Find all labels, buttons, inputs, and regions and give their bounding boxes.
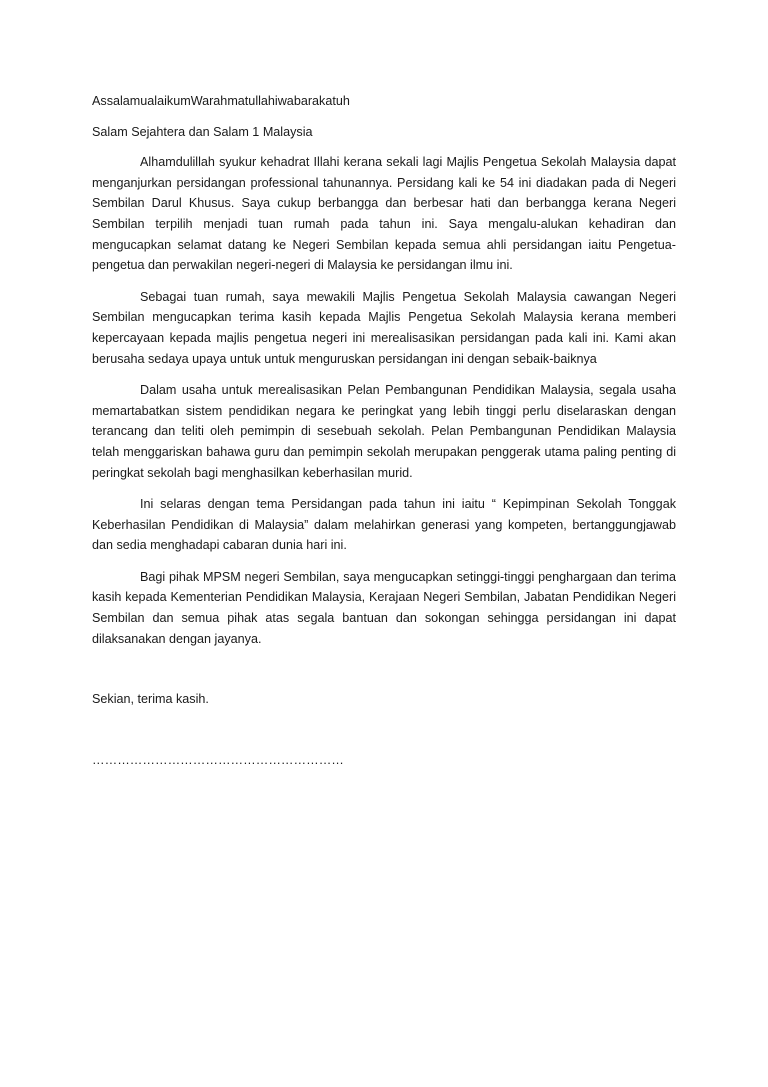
closing-line: Sekian, terima kasih.	[92, 692, 209, 707]
letter-body	[92, 91, 676, 770]
paragraph-1: Alhamdulillah syukur kehadrat Illahi kerana sekali lagi Majlis Pengetua Sekolah Malaysia dapat menganjurkan persidangan professional tahunannya. Persidang kali ke 54 ini diadakan pada di Negeri Sembilan Darul Khusus. Saya cukup berbangga dan berbesar hati dan berbangga kerana Negeri Sembilan terpilih menjadi tuan rumah pada tahun ini. Saya mengalu-alukan kehadiran dan mengucapkan selamat datang ke Negeri Sembilan kepada semua ahli persidangan iaitu Pengetua-pengetua dan perwakilan negeri-negeri di Malaysia ke persidangan ilmu ini.	[92, 155, 676, 273]
paragraph-4: Ini selaras dengan tema Persidangan pada tahun ini iaitu “ Kepimpinan Sekolah Tonggak Keberhasilan Pendidikan di Malaysia” dalam melahirkan generasi yang kompeten, bertanggungjawab dan sedia menghadapi cabaran dunia hari ini.	[92, 497, 676, 553]
paragraph-5: Bagi pihak MPSM negeri Sembilan, saya mengucapkan setinggi-tinggi penghargaan dan terima kasih kepada Kementerian Pendidikan Malaysia, Kerajaan Negeri Sembilan, Jabatan Pendidikan Negeri Sembilan dan semua pihak atas segala bantuan dan sokongan sehingga persidangan ini dapat dilaksanakan dengan jayanya.	[92, 569, 676, 646]
signature-line: ……………………………………………………	[92, 752, 344, 767]
paragraph-2: Sebagai tuan rumah, saya mewakili Majlis Pengetua Sekolah Malaysia cawangan Negeri Sembilan mengucapkan terima kasih kepada Majlis Pengetua Sekolah Malaysia kerana memberi kepercayaan kepada majlis pengetua negeri ini merealisasikan persidangan pada kali ini. Kami akan berusaha sedaya upaya untuk untuk menguruskan persidangan ini dengan sebaik-baiknya	[92, 289, 676, 366]
salam-line: Salam Sejahtera dan Salam 1 Malaysia	[92, 124, 313, 139]
paragraph-3: Dalam usaha untuk merealisasikan Pelan Pembangunan Pendidikan Malaysia, segala usaha memartabatkan sistem pendidikan negara ke peringkat yang lebih tinggi perlu diselaraskan dengan terancang dan teliti oleh pemimpin di sesebuah sekolah. Pelan Pembangunan Pendidikan Malaysia telah menggariskan bahawa guru dan pemimpin sekolah merupakan penggerak utama paling penting di peringkat sekolah bagi menghasilkan keberhasilan murid.	[92, 383, 676, 480]
greeting: AssalamualaikumWarahmatullahiwabarakatuh	[92, 94, 350, 108]
